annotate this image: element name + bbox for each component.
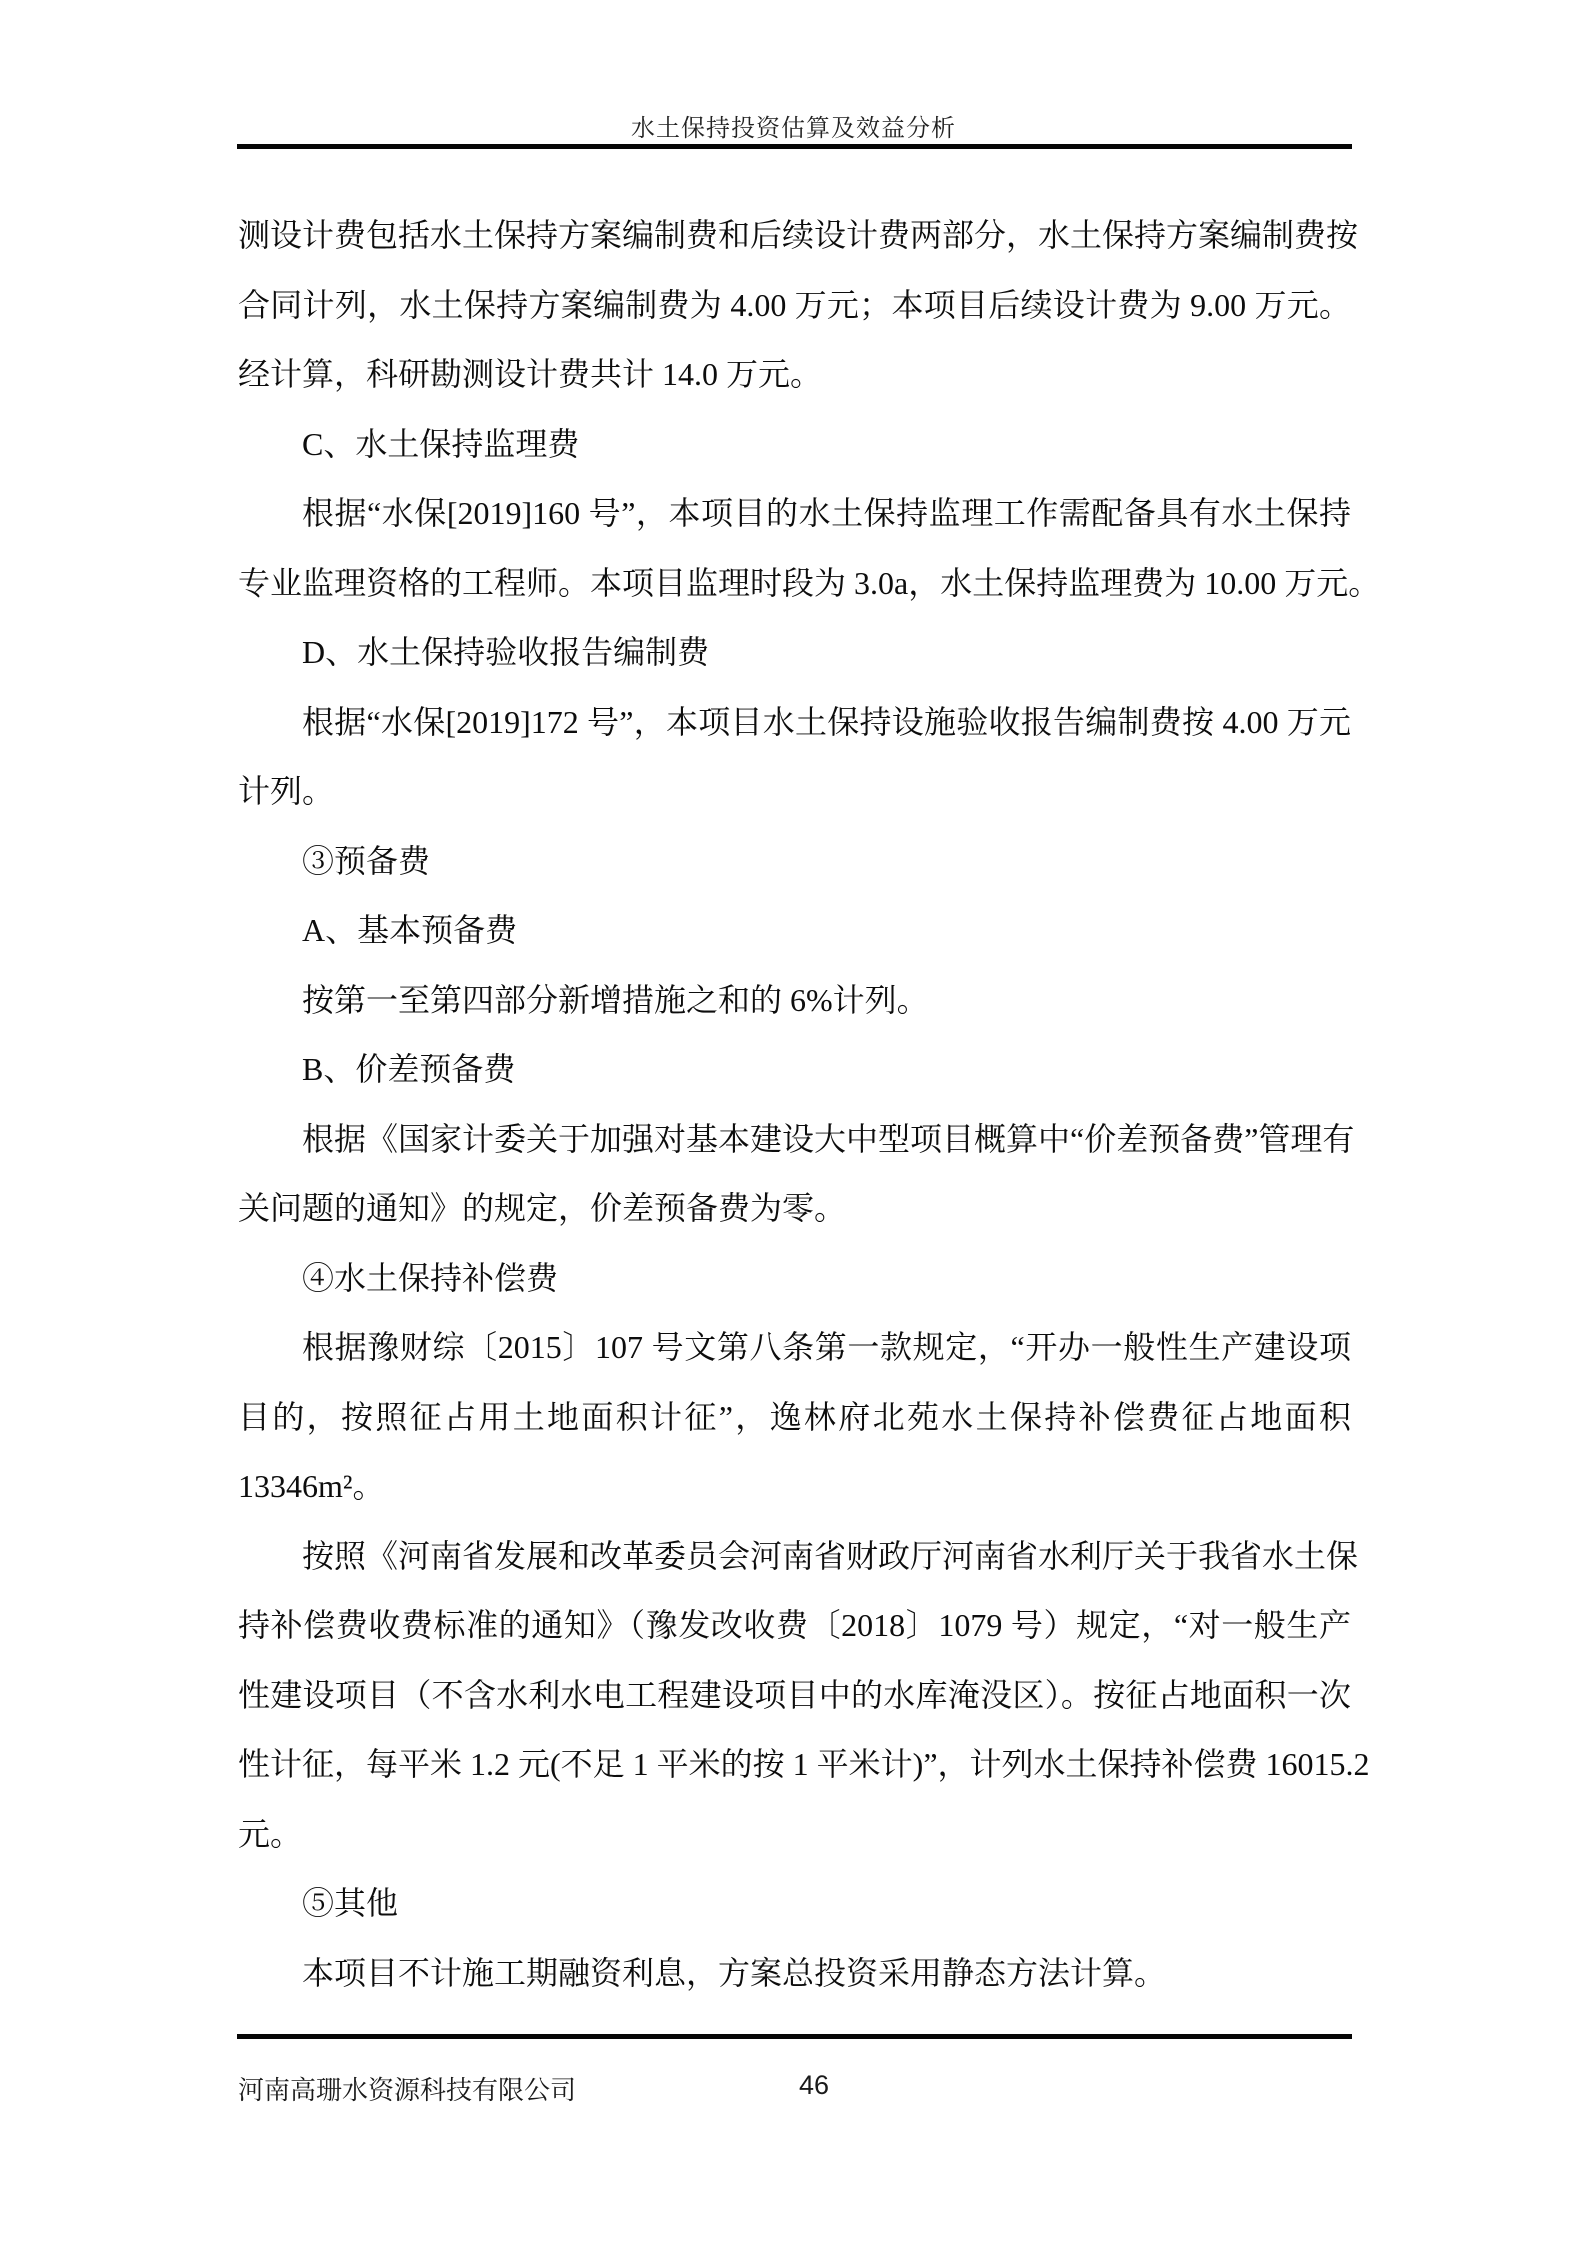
text-line: 根据豫财综〔2015〕107 号文第八条第一款规定，“开办一般性生产建设项 [302,1329,1351,1365]
text-line: 根据《国家计委关于加强对基本建设大中型项目概算中“价差预备费”管理有 [302,1120,1355,1157]
text-line: ③预备费 [302,842,431,879]
text-line: ④水土保持补偿费 [302,1259,559,1296]
page-header-title: 水土保持投资估算及效益分析 [631,116,956,142]
text-line: C、水土保持监理费 [302,425,580,462]
text-line: 持补偿费收费标准的通知》（豫发改收费〔2018〕1079 号）规定，“对一般生产 [238,1607,1351,1643]
text-line: ⑤其他 [302,1885,399,1921]
text-line: D、水土保持验收报告编制费 [302,634,710,670]
text-line: 专业监理资格的工程师。本项目监理时段为 3.0a，水土保持监理费为 10.00 万元。 [238,564,1381,601]
document-body [238,201,1381,2008]
text-line: 关问题的通知》的规定，价差预备费为零。 [238,1190,847,1226]
text-line: 性计征，每平米 1.2 元(不足 1 平米的按 1 平米计)”，计列水土保持补偿费 16015.2 [238,1746,1370,1782]
text-line: 元。 [238,1815,303,1852]
header-rule [237,144,1352,149]
text-line: 本项目不计施工期融资利息，方案总投资采用静态方法计算。 [302,1954,1167,1991]
text-line: 性建设项目（不含水利水电工程建设项目中的水库淹没区）。按征占地面积一次 [238,1676,1351,1713]
footer-rule [237,2034,1352,2039]
text-line: 根据“水保[2019]160 号”，本项目的水土保持监理工作需配备具有水土保持 [302,495,1351,531]
footer-company-name: 河南高珊水资源科技有限公司 [238,2076,577,2105]
text-line: 13346m²。 [238,1468,385,1504]
text-line: 根据“水保[2019]172 号”，本项目水土保持设施验收报告编制费按 4.00 万元 [302,703,1351,740]
text-line: 测设计费包括水土保持方案编制费和后续设计费两部分，水土保持方案编制费按 [238,217,1359,253]
text-line: 按第一至第四部分新增措施之和的 6%计列。 [302,981,929,1018]
text-line: 目的，按照征占用土地面积计征”，逸林府北苑水土保持补偿费征占地面积 [238,1398,1351,1435]
text-line: 合同计列，水土保持方案编制费为 4.00 万元；本项目后续设计费为 9.00 万元。 [238,286,1351,323]
page-number: 46 [799,2070,830,2100]
text-line: A、基本预备费 [302,912,518,948]
text-line: 按照《河南省发展和改革委员会河南省财政厅河南省水利厅关于我省水土保 [302,1537,1359,1574]
text-line: B、价差预备费 [302,1051,516,1087]
text-line: 计列。 [238,773,335,809]
text-line: 经计算，科研勘测设计费共计 14.0 万元。 [238,356,823,392]
